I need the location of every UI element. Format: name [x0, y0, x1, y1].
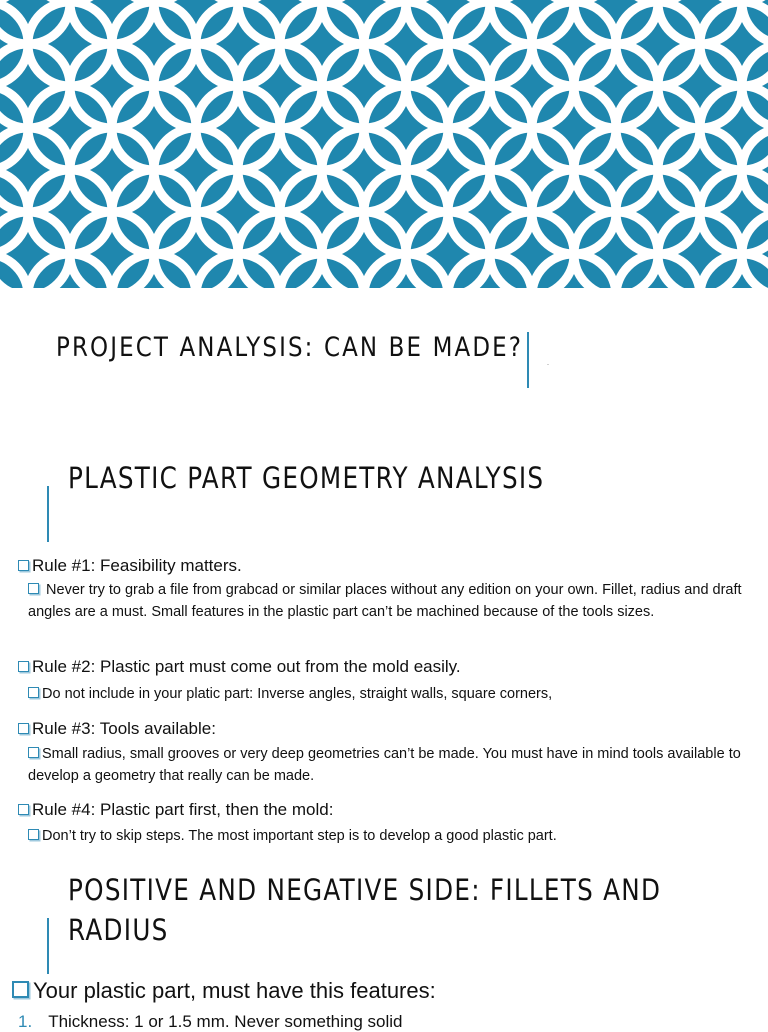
checkbox-bullet-icon [28, 583, 39, 594]
feature-item-text: Thickness: 1 or 1.5 mm. Never something solid [48, 1012, 403, 1031]
feature-item-1 [18, 1012, 403, 1032]
slide-title: PROJECT ANALYSIS: CAN BE MADE? [56, 332, 524, 363]
section2-intro-text: Your plastic part, must have this features: [33, 978, 436, 1003]
rule-3-detail [28, 744, 754, 787]
rule-2-detail [28, 684, 754, 706]
rule-4 [18, 800, 333, 820]
section2-title-line1: POSITIVE AND NEGATIVE SIDE: FILLETS AND [68, 873, 662, 907]
section2-title [68, 870, 661, 950]
rule-2-label: Rule #2: Plastic part must come out from the mold easily. [32, 657, 461, 676]
rule-2-detail-text: Do not include in your platic part: Inverse angles, straight walls, square corners, [42, 686, 553, 702]
title-accent-bar [527, 332, 529, 388]
section2-intro [12, 978, 436, 1004]
rule-3 [18, 719, 216, 739]
checkbox-bullet-icon [18, 560, 29, 571]
checkbox-bullet-icon [28, 747, 39, 758]
placeholder-dot: - [547, 362, 549, 368]
section2-accent-bar [47, 918, 49, 974]
checkbox-bullet-icon [18, 804, 29, 815]
rule-1-detail [28, 580, 754, 623]
section1-accent-bar [47, 486, 49, 542]
checkbox-bullet-icon [18, 723, 29, 734]
rule-2 [18, 657, 461, 677]
section2-title-line2: RADIUS [68, 913, 169, 947]
rule-4-detail-text: Don’t try to skip steps. The most important step is to develop a good plastic part. [42, 828, 557, 844]
rule-1-detail-text: Never try to grab a file from grabcad or similar places without any edition on your own. Fillet, radius and draft angles are a must. Small features in the plastic part can’t be machined because of the tools sizes. [28, 582, 742, 620]
rule-3-label: Rule #3: Tools available: [32, 719, 216, 738]
rule-4-detail [28, 826, 754, 848]
rule-3-detail-text: Small radius, small grooves or very deep geometries can’t be made. You must have in mind tools available to develop a geometry that really can be made. [28, 746, 741, 784]
checkbox-bullet-icon [12, 981, 29, 998]
checkbox-bullet-icon [28, 687, 39, 698]
section1-title: PLASTIC PART GEOMETRY ANALYSIS [68, 461, 545, 495]
circle-lattice-pattern [0, 0, 768, 288]
checkbox-bullet-icon [28, 829, 39, 840]
rule-1 [18, 556, 242, 576]
rule-1-label: Rule #1: Feasibility matters. [32, 556, 242, 575]
decorative-pattern-banner [0, 0, 768, 288]
feature-item-number: 1. [18, 1012, 33, 1031]
rule-4-label: Rule #4: Plastic part first, then the mold: [32, 800, 334, 819]
checkbox-bullet-icon [18, 661, 29, 672]
